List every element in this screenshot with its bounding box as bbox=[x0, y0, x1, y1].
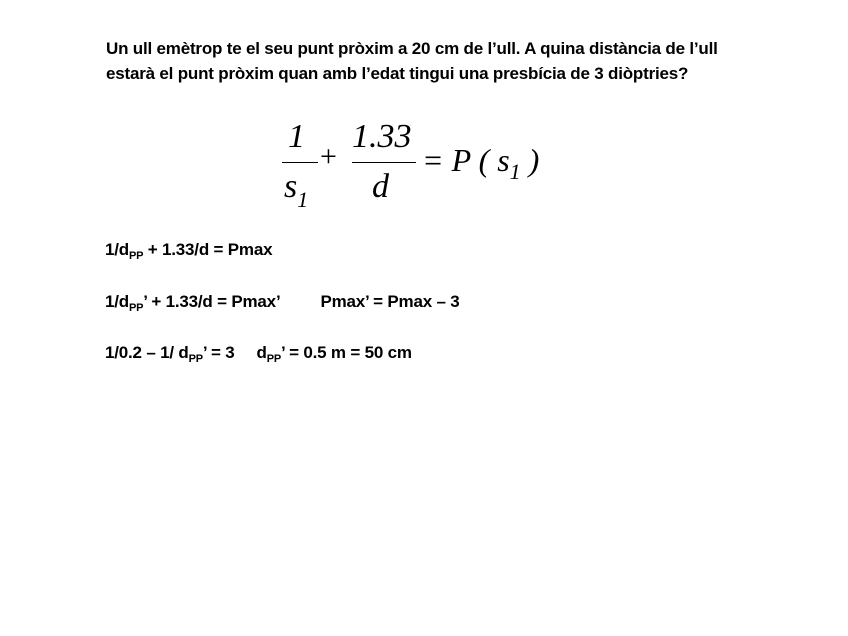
equation-line-2: $1/d_{PP}$’ + 1.33/d = Pmax’ Pmax’ = Pmax – 3 bbox=[105, 292, 460, 314]
lens-formula bbox=[278, 118, 568, 213]
fraction-bar-2 bbox=[352, 162, 416, 163]
equation-line-1: $1/d_{PP} + 1.33/d = Pmax$ bbox=[105, 240, 273, 262]
formula-denominator-1: $s_1$ bbox=[284, 168, 309, 212]
fraction-bar-1 bbox=[282, 162, 318, 163]
formula-denominator-2: d bbox=[372, 168, 389, 205]
plus-sign: + bbox=[320, 140, 337, 173]
formula-numerator-1: 1 bbox=[288, 118, 305, 155]
pmax-relation: Pmax’ = Pmax – 3 bbox=[320, 292, 460, 311]
problem-statement: Un ull emètrop te el seu punt pròxim a 20 cm de l’ull. A quina distància de l’ull estarà el punt pròxim quan amb l’edat tingui una presbícia de 3 diòptries? bbox=[106, 39, 718, 83]
formula-numerator-2: 1.33 bbox=[352, 118, 412, 155]
equation-line-3: 1/0.2 – 1/ $d_{PP}$’ = 3 $d_{PP}$’ = 0.5 m = 50 cm bbox=[105, 343, 412, 365]
result-distance: $d_{PP}$’ = 0.5 m = 50 cm bbox=[256, 343, 412, 365]
formula-rhs: = P ( $s_1$ ) bbox=[422, 142, 540, 184]
